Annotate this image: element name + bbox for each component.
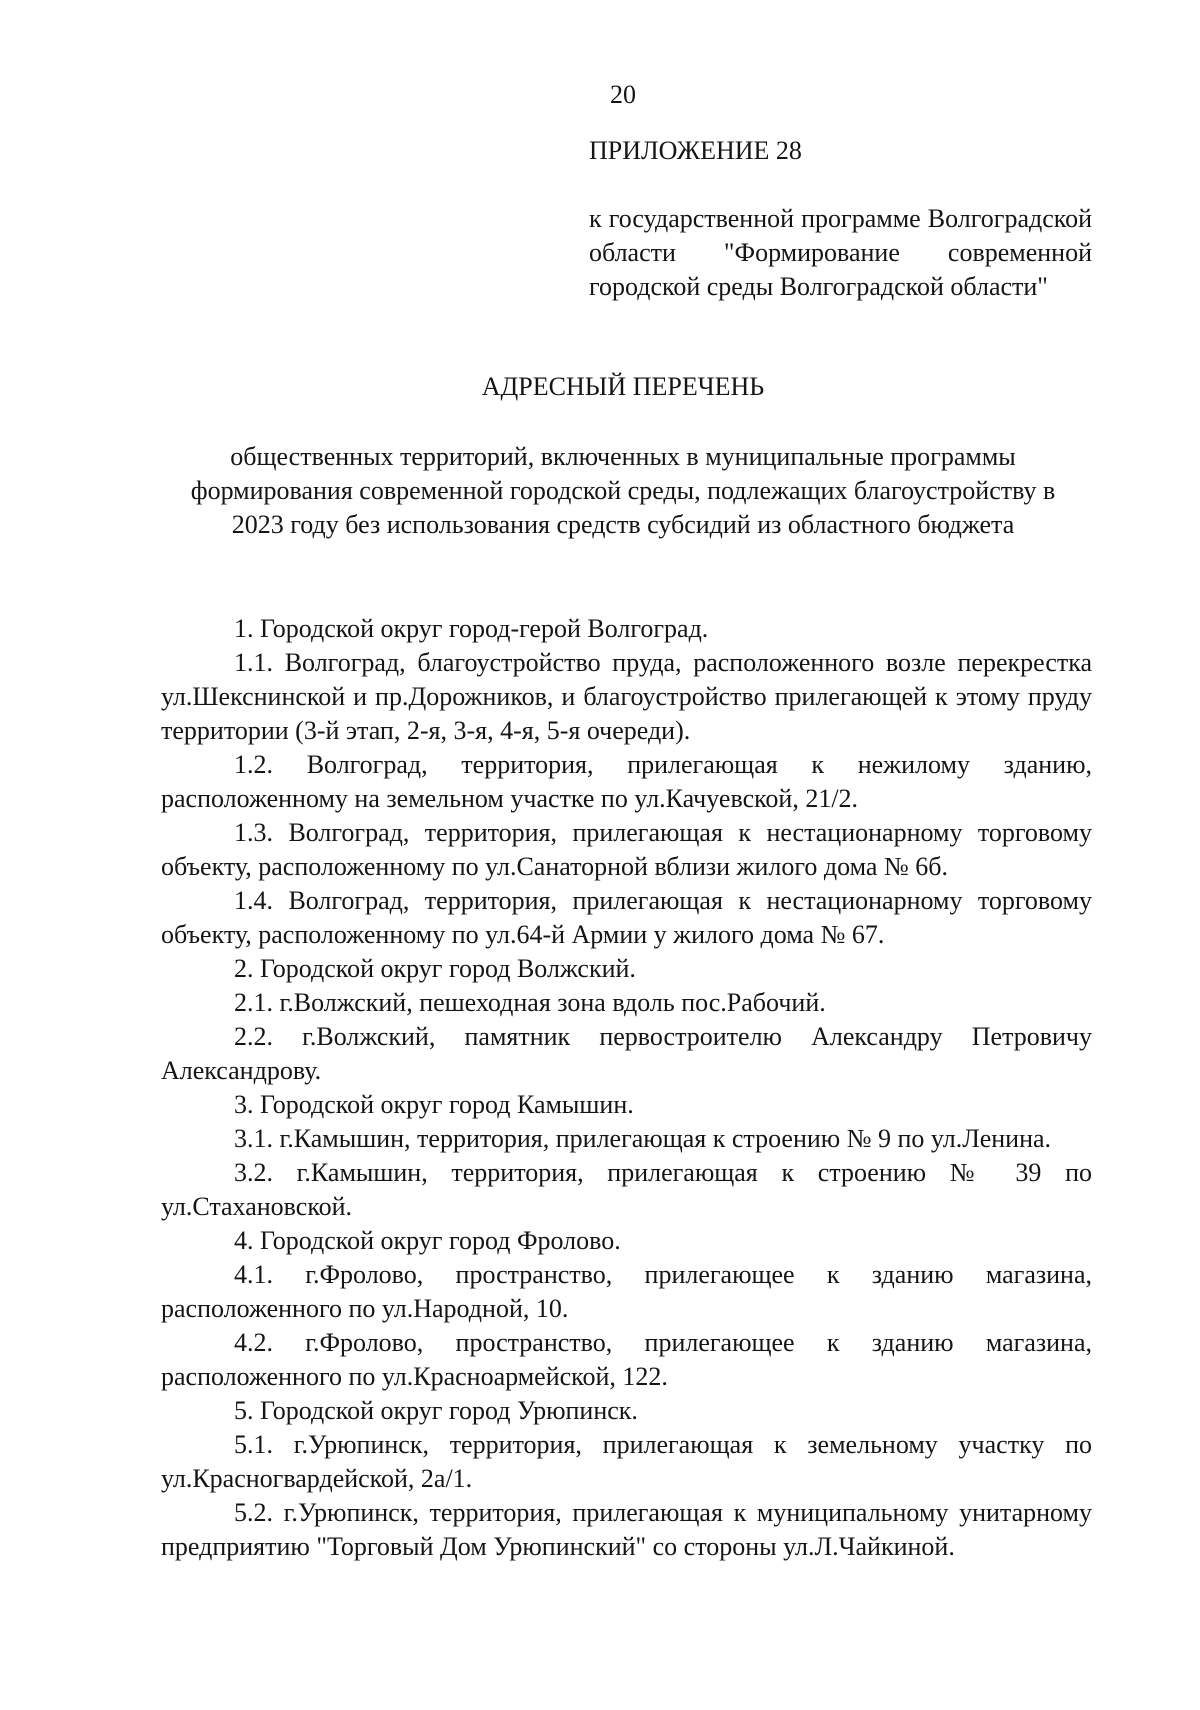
appendix-title: ПРИЛОЖЕНИЕ 28 [589, 136, 802, 165]
list-item: 1.3. Волгоград, территория, прилегающая к нестационарному торговому объекту, расположенному по ул.Санаторной вблизи жилого дома № 6б. [161, 818, 1092, 881]
list-item: 5.2. г.Урюпинск, территория, прилегающая к муниципальному унитарному предприятию "Торговый Дом Урюпинский" со стороны ул.Л.Чайкиной. [161, 1498, 1092, 1561]
address-list [161, 612, 1092, 1564]
list-item: 3. Городской округ город Камышин. [234, 1090, 634, 1119]
list-item: 2. Городской округ город Волжский. [234, 954, 636, 983]
list-item: 3.2. г.Камышин, территория, прилегающая к строению № 39 по ул.Стахановской. [161, 1158, 1092, 1221]
list-item: 3.1. г.Камышин, территория, прилегающая к строению № 9 по ул.Ленина. [234, 1124, 1052, 1153]
list-item: 4.2. г.Фролово, пространство, прилегающее к зданию магазина, расположенного по ул.Красноармейской, 122. [161, 1328, 1092, 1391]
document-subtitle: общественных территорий, включенных в муниципальные программы формирования современной городской среды, подлежащих благоустройству в 2023 году без использования средств субсидий из областного бюджета [190, 442, 1056, 539]
list-item: 1.1. Волгоград, благоустройство пруда, расположенного возле перекрестка ул.Шекснинской и пр.Дорожников, и благоустройство прилегающей к этому пруду территории (3-й этап, 2-я, 3-я, 4-я, 5-я очереди). [161, 648, 1092, 745]
list-item: 5. Городской округ город Урюпинск. [234, 1396, 638, 1425]
document-title: АДРЕСНЫЙ ПЕРЕЧЕНЬ [481, 372, 765, 401]
list-item: 4.1. г.Фролово, пространство, прилегающее к зданию магазина, расположенного по ул.Народной, 10. [161, 1260, 1092, 1323]
list-item: 2.2. г.Волжский, памятник первостроителю Александру Петровичу Александрову. [161, 1022, 1092, 1085]
list-item: 5.1. г.Урюпинск, территория, прилегающая к земельному участку по ул.Красногвардейской, 2а/1. [161, 1430, 1092, 1493]
list-item: 2.1. г.Волжский, пешеходная зона вдоль пос.Рабочий. [234, 988, 826, 1017]
list-item: 4. Городской округ город Фролово. [234, 1226, 621, 1255]
list-item: 1.2. Волгоград, территория, прилегающая к нежилому зданию, расположенному на земельном участке по ул.Качуевской, 21/2. [161, 750, 1092, 813]
list-item: 1.4. Волгоград, территория, прилегающая к нестационарному торговому объекту, расположенному по ул.64-й Армии у жилого дома № 67. [161, 886, 1092, 949]
appendix-reference: к государственной программе Волгоградской области "Формирование современной городской среды Волгоградской области" [589, 204, 1092, 301]
list-item: 1. Городской округ город-герой Волгоград. [234, 614, 709, 643]
page-number: 20 [610, 80, 636, 109]
